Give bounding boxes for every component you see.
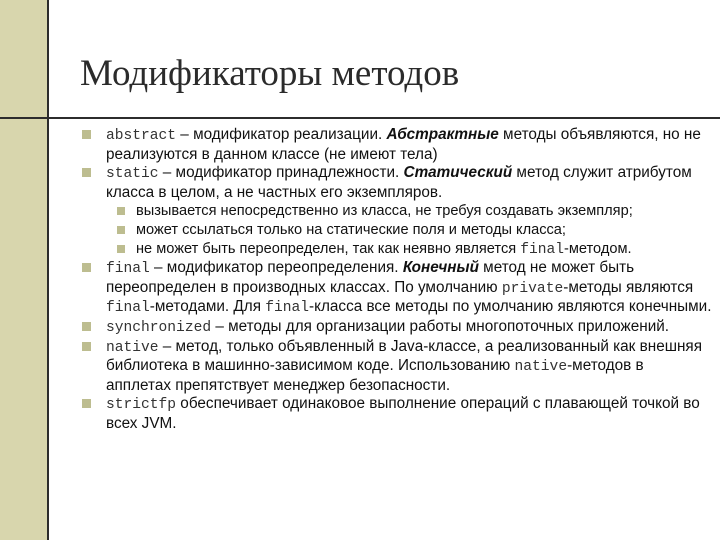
keyword-code: final [106,261,150,278]
list-item-synchronized [82,318,712,338]
square-bullet-icon [82,168,91,177]
inline-code: private [501,280,564,297]
item-text: обеспечивает одинаковое выполнение операций с плавающей точкой во всех JVM. [106,395,700,432]
square-bullet-icon [117,245,125,253]
item-text: -класса все методы по умолчанию являются конечными. [309,298,712,316]
keyword-code: synchronized [106,319,212,336]
inline-code: final [520,241,565,258]
slide-title: Модификаторы методов [80,53,460,94]
item-text: -методов в апплетах препятствует менеджер безопасности. [106,357,644,394]
square-bullet-icon [82,342,91,351]
list-item-static [82,164,712,202]
square-bullet-icon [117,207,125,215]
keyword-code: strictfp [106,397,177,414]
square-bullet-icon [82,322,91,331]
inline-code: final [106,300,150,317]
square-bullet-icon [117,226,125,234]
list-item-native [82,338,712,396]
keyword-code: abstract [106,128,177,144]
keyword-code: static [106,166,159,183]
sub-list-item [117,202,712,221]
item-text: – метод, только объявленный в Java-классе, а реализованный как внешняя библиотека в машинно-зависимом коде. Использованию [106,337,702,375]
emphasis-text: Конечный [402,259,479,277]
item-text: – модификатор переопределения. [149,259,403,277]
item-text: методы объявляются, но не реализуются в данном классе (не имеют тела) [106,126,701,163]
sub-item-text: может ссылаться только на статические поля и методы класса; [136,221,566,238]
inline-code: final [265,300,310,317]
item-text: метод не может быть переопределен в производных классах. По умолчанию [106,259,635,296]
square-bullet-icon [82,263,91,272]
list-item-final [82,259,712,318]
list-item-abstract [82,126,712,164]
inline-code: native [514,359,568,376]
item-text: -методами. Для [149,298,266,316]
square-bullet-icon [82,130,91,139]
sub-list-item [117,221,712,240]
emphasis-text: Статический [403,164,513,182]
item-text: – модификатор принадлежности. [158,164,404,182]
item-text: метод служит атрибутом класса в целом, а не частных его экземпляров. [106,164,692,201]
title-underline-rule [0,117,720,119]
left-accent-bar [0,0,47,540]
sub-item-text: не может быть переопределен, так как неявно является [136,240,521,257]
item-text: -методы являются [563,278,694,296]
list-item-strictfp [82,395,712,433]
sub-item-text: -методом. [564,240,632,257]
sub-item-text: вызывается непосредственно из класса, не требуя создавать экземпляр; [136,203,633,220]
item-text: – методы для организации работы многопоточных приложений. [211,317,670,335]
keyword-code: native [106,339,159,356]
square-bullet-icon [82,399,91,408]
sub-list-item [117,240,712,260]
item-text: – модификатор реализации. [176,126,387,143]
vertical-rule [47,0,49,540]
emphasis-text: Абстрактные [386,126,499,143]
bullet-list [82,126,712,434]
